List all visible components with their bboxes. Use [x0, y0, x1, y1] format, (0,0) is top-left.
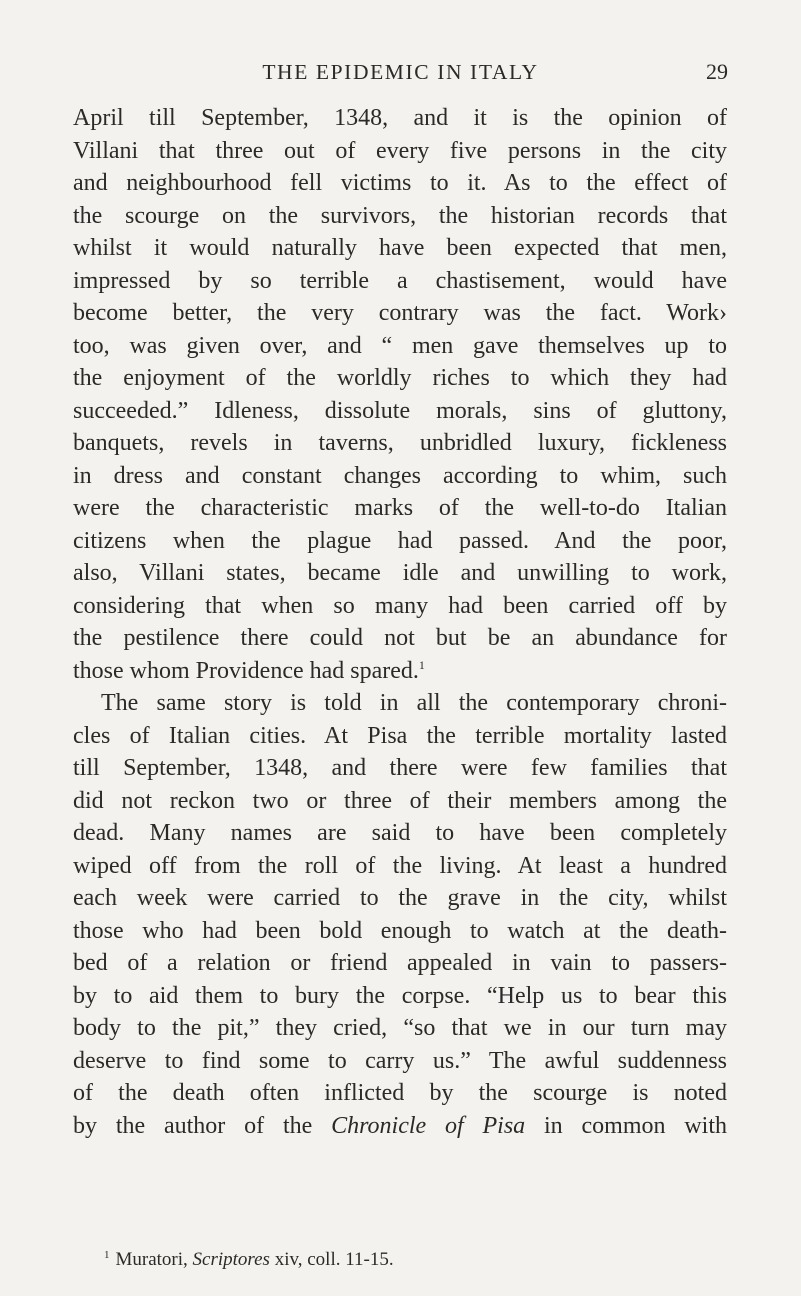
- text-line: April till September, 1348, and it is the opinion of: [73, 105, 727, 131]
- text-line: succeeded.” Idleness, dissolute morals, sins of gluttony,: [73, 397, 727, 424]
- text-line: of the death often inflicted by the scourge is noted: [73, 1080, 727, 1106]
- text-line: too, was given over, and “ men gave themselves up to: [73, 332, 727, 359]
- text-line: Villani that three out of every five persons in the city: [73, 137, 727, 164]
- text-line: whilst it would naturally have been expected that men,: [73, 235, 727, 261]
- running-header: [0, 56, 801, 88]
- paragraph-end-line: [73, 655, 727, 688]
- text-line: did not reckon two or three of their members among the: [73, 787, 727, 814]
- footnote-reference[interactable]: 1: [418, 657, 425, 672]
- text-line-with-title: [73, 1110, 727, 1143]
- text-line: till September, 1348, and there were few families that: [73, 755, 727, 781]
- footnote: [104, 1247, 394, 1273]
- text-line: and neighbourhood fell victims to it. As to the effect of: [73, 170, 727, 196]
- footnote-work-title: Scriptores: [192, 1249, 270, 1270]
- text-line: The same story is told in all the contemporary chroni-: [101, 690, 727, 716]
- text-line: banquets, revels in taverns, unbridled luxury, fickleness: [73, 430, 727, 456]
- text-line: cles of Italian cities. At Pisa the terrible mortality lasted: [73, 722, 727, 749]
- text-segment: by the author of the: [73, 1112, 332, 1139]
- text-line: impressed by so terrible a chastisement, would have: [73, 267, 727, 294]
- text-line: also, Villani states, became idle and unwilling to work,: [73, 560, 727, 586]
- text-line: the pestilence there could not but be an abundance for: [73, 625, 727, 651]
- footnote-marker: 1: [104, 1249, 110, 1261]
- text-segment: in common with: [525, 1112, 727, 1139]
- text-line: considering that when so many had been carried off by: [73, 592, 727, 619]
- text-line: wiped off from the roll of the living. At least a hundred: [73, 852, 727, 879]
- page-number: 29: [706, 59, 728, 84]
- text-line: citizens when the plague had passed. And the poor,: [73, 527, 727, 554]
- text-line: were the characteristic marks of the well-to-do Italian: [73, 495, 727, 521]
- text-line: each week were carried to the grave in the city, whilst: [73, 885, 727, 911]
- footnote-citation: xiv, coll. 11-15.: [269, 1249, 394, 1270]
- text-line-segment: those whom Providence had spared.: [73, 657, 419, 684]
- book-title-italic: Chronicle of Pisa: [331, 1112, 526, 1139]
- text-line: bed of a relation or friend appealed in vain to passers-: [73, 950, 727, 976]
- text-line: by to aid them to bury the corpse. “Help us to bear this: [73, 982, 727, 1009]
- text-line: body to the pit,” they cried, “so that we in our turn may: [73, 1015, 727, 1041]
- body-text: [73, 102, 727, 1142]
- text-line: dead. Many names are said to have been completely: [73, 820, 727, 846]
- text-line: the enjoyment of the worldly riches to which they had: [73, 365, 727, 391]
- text-line: in dress and constant changes according to whim, such: [73, 462, 727, 489]
- text-line: deserve to find some to carry us.” The awful suddenness: [73, 1047, 727, 1074]
- footnote-author: Muratori,: [115, 1249, 193, 1270]
- running-title: THE EPIDEMIC IN ITALY: [262, 60, 539, 84]
- text-line: become better, the very contrary was the fact. Work›: [73, 300, 727, 326]
- text-line: the scourge on the survivors, the historian records that: [73, 202, 727, 229]
- text-line: those who had been bold enough to watch at the death-: [73, 917, 727, 944]
